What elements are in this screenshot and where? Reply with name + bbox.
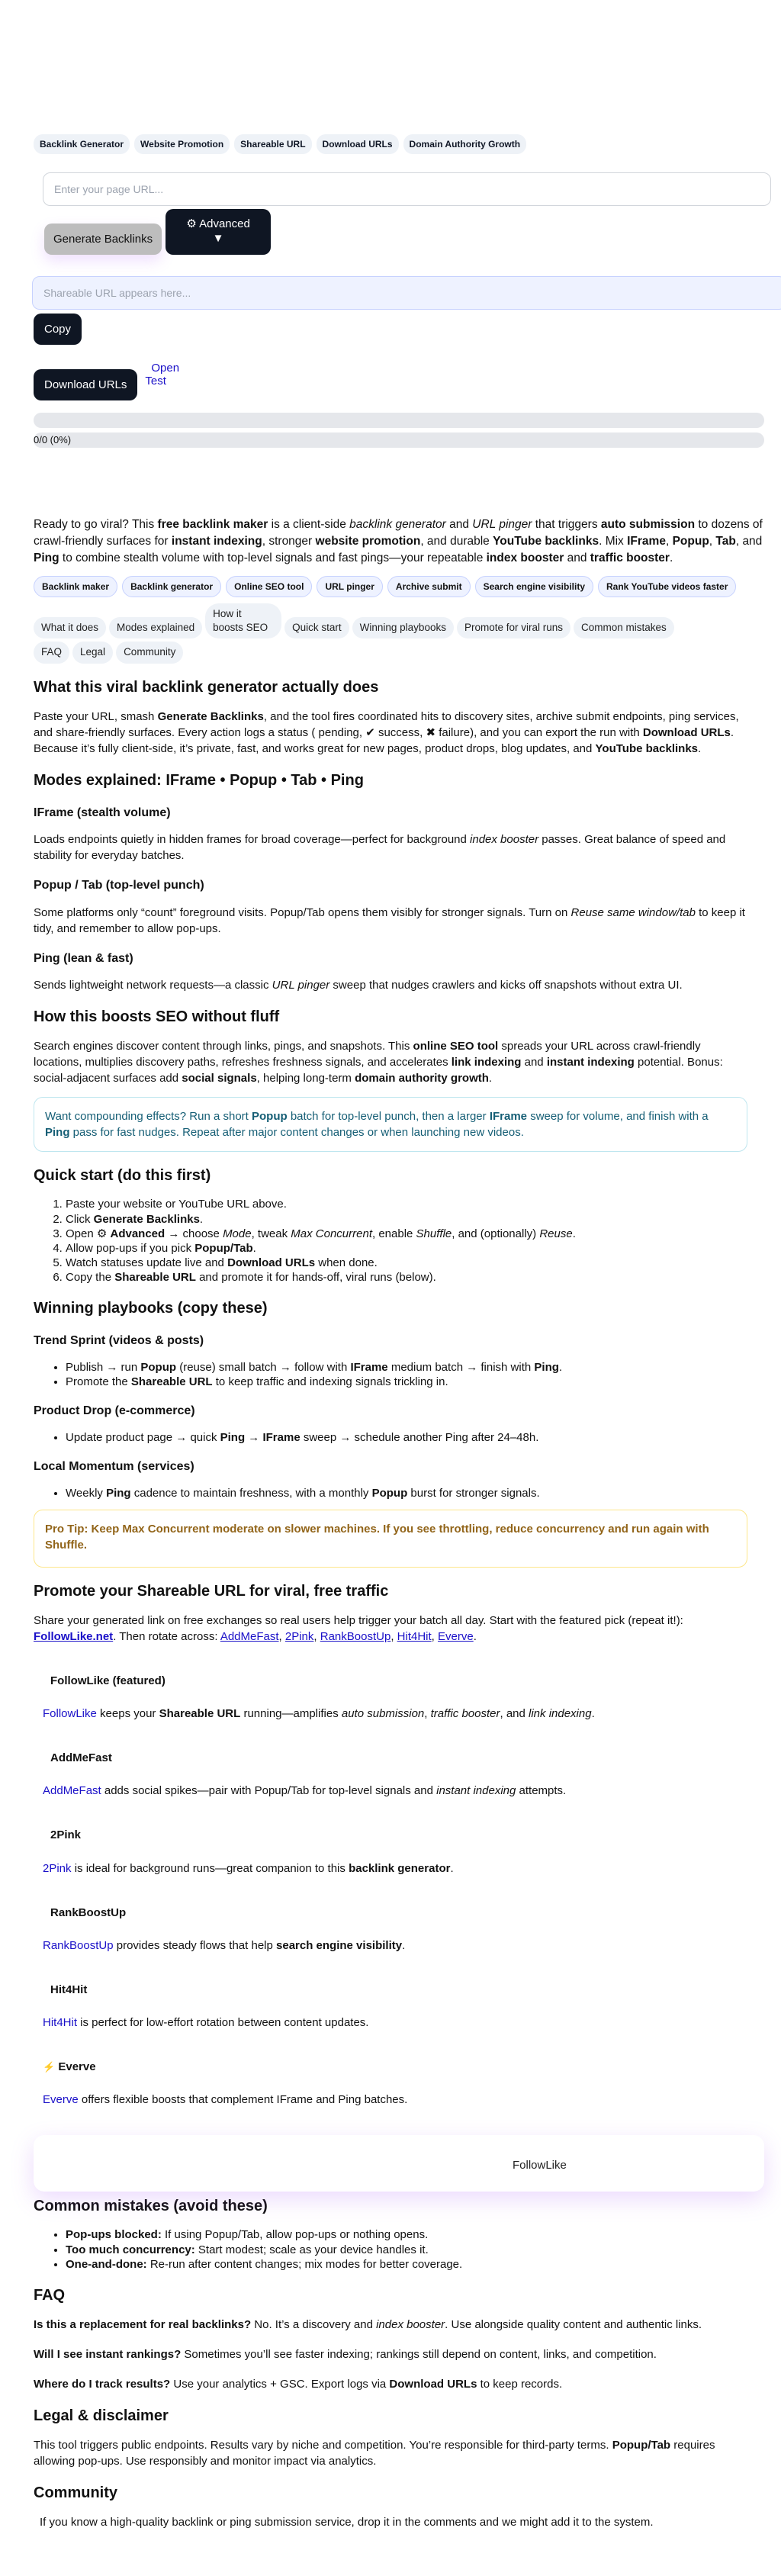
mode-desc-ping: Sends lightweight network requests—a classic URL pinger sweep that nudges crawlers and kicks off snapshots without extra UI.	[34, 979, 683, 992]
faq-item: Where do I track results? Use your analytics + GSC. Export logs via Download URLs to keep records.	[34, 2378, 563, 2391]
playbook-steps	[34, 1360, 747, 1389]
partner-hit4hit: Hit4Hit Hit4Hit is perfect for low-effort rotation between content updates.	[34, 1983, 747, 2031]
partner-title: ⚡ Everve	[43, 2060, 96, 2074]
progress-label: 0/0 (0%)	[34, 433, 72, 445]
section-title: Modes explained: IFrame • Popup • Tab • Ping	[34, 771, 364, 789]
mistake-item: • One-and-done: Re-run after content changes; mix modes for better coverage.	[66, 2257, 747, 2272]
partner-everve: ⚡ Everve Everve offers flexible boosts that complement IFrame and Ping batches.	[34, 2060, 747, 2108]
section-promote	[34, 1581, 747, 2192]
keyword-chip: URL pinger	[317, 576, 382, 597]
mode-title-popup: Popup / Tab (top-level punch)	[34, 879, 204, 892]
partner-2pink: 2Pink 2Pink is ideal for background runs—great companion to this backlink generator.	[34, 1828, 747, 1876]
chip-shareable-url: Shareable URL	[234, 134, 311, 154]
section-title: FAQ	[34, 2287, 66, 2304]
playbook-step: • Weekly Ping cadence to maintain freshness, with a monthly Popup burst for stronger signals.	[66, 1486, 747, 1500]
partner-title: AddMeFast	[50, 1751, 112, 1765]
copy-button[interactable]: Copy	[34, 314, 82, 345]
partner-link[interactable]: FollowLike	[43, 1707, 97, 1721]
keyword-chip: Backlink generator	[122, 576, 221, 597]
lightning-icon: ⚡	[43, 2061, 56, 2073]
generate-backlinks-button[interactable]: Generate Backlinks	[44, 224, 162, 255]
pro-tip-callout: Pro Tip: Keep Max Concurrent moderate on slower machines. If you see throttling, reduce concurrency and run again with Shuffle.	[34, 1510, 747, 1568]
keyword-chip: Search engine visibility	[475, 576, 593, 597]
partner-title: FollowLike (featured)	[50, 1674, 166, 1687]
mistakes-list	[34, 2227, 747, 2272]
progress-bar	[34, 413, 764, 428]
section-paragraph: Paste your URL, smash Generate Backlinks, and the tool fires coordinated hits to discovery sites, archive submit endpoints, ping services, and share-friendly surfaces. Every action logs a status ( pending, ✔ success, ✖ failure), and you can export the run with Download URLs. Because it’s fully client-side, it’s private, fast, and works great for new pages, product drops, blog updates, and YouTube backlinks.	[34, 709, 739, 755]
step: 6. Copy the Shareable URL and promote it for hands-off, viral runs (below).	[66, 1270, 747, 1285]
legal-paragraph: This tool triggers public endpoints. Results vary by niche and competition. You’re responsible for third-party terms. Popup/Tab requires allowing pop-ups. Use responsibly and monitor impact via analytics.	[34, 2439, 715, 2468]
partner-link[interactable]: AddMeFast	[43, 1784, 101, 1798]
followlike-link[interactable]: FollowLike.net	[34, 1629, 114, 1643]
action-buttons	[44, 209, 747, 255]
section-playbooks	[34, 1298, 747, 1568]
chip-website-promotion: Website Promotion	[134, 134, 230, 154]
download-row	[34, 362, 747, 400]
featured-partner-card[interactable]	[34, 2135, 764, 2192]
mode-title-iframe: IFrame (stealth volume)	[34, 806, 171, 819]
partner-followlike: FollowLike (featured) FollowLike keeps your Shareable URL running—amplifies auto submission, traffic booster, and link indexing.	[34, 1674, 747, 1722]
quick-start-steps	[34, 1197, 747, 1285]
addmefast-link[interactable]: AddMeFast	[220, 1629, 279, 1643]
toc-legal[interactable]: Legal	[72, 642, 113, 663]
everve-link[interactable]: Everve	[438, 1629, 474, 1643]
playbook-step: • Promote the Shareable URL to keep traffic and indexing signals trickling in.	[66, 1375, 747, 1389]
community-paragraph: If you know a high-quality backlink or ping submission service, drop it in the comments and we might add it to the system.	[40, 2516, 654, 2529]
chip-domain-authority-growth: Domain Authority Growth	[403, 134, 527, 154]
section-title: Community	[34, 2484, 117, 2502]
intro-paragraph: Ready to go viral? This free backlink maker is a client-side backlink generator and URL pinger that triggers auto submission to dozens of crawl-friendly surfaces for instant indexing, stronger website promotion, and durable YouTube backlinks. Mix IFrame, Popup, Tab, and Ping to combine stealth volume with top-level signals and fast pings—your repeatable index booster and traffic booster.	[34, 517, 763, 564]
faq-item: Will I see instant rankings? Sometimes you’ll see faster indexing; rankings still depend on content, links, and competition.	[34, 2348, 657, 2362]
hit4hit-link[interactable]: Hit4Hit	[397, 1629, 432, 1643]
step: 5. Watch statuses update live and Download URLs when done.	[66, 1256, 747, 1270]
playbook-step: • Update product page → quick Ping → IFrame sweep → schedule another Ping after 24–48h.	[66, 1430, 747, 1445]
test-link[interactable]: Test	[145, 375, 166, 388]
chip-download-urls: Download URLs	[317, 134, 399, 154]
advanced-label: Advanced	[199, 217, 250, 231]
toc-promote[interactable]: Promote for viral runs	[457, 617, 570, 638]
mistake-item: • Pop-ups blocked: If using Popup/Tab, allow pop-ups or nothing opens.	[66, 2227, 747, 2242]
section-paragraph: Share your generated link on free exchanges so real users help trigger your batch all day. Start with the featured pick (repeat it!): FollowLike.net. Then rotate across: AddMeFast, 2Pink, RankBoostUp, Hit4Hit, Everve.	[34, 1613, 683, 1643]
partner-link[interactable]: RankBoostUp	[43, 1938, 114, 1952]
keyword-chips	[34, 576, 766, 597]
playbook-title: Local Momentum (services)	[34, 1460, 194, 1474]
mode-desc-iframe: Loads endpoints quietly in hidden frames for broad coverage—perfect for background index booster passes. Great balance of speed and stability for everyday batches.	[34, 833, 726, 863]
section-title: How this boosts SEO without fluff	[34, 1008, 280, 1026]
section-mistakes	[34, 2196, 747, 2272]
keyword-chip: Archive submit	[387, 576, 471, 597]
playbook-title: Trend Sprint (videos & posts)	[34, 1334, 204, 1348]
toc-community[interactable]: Community	[116, 642, 183, 663]
playbook-steps	[34, 1486, 747, 1500]
section-legal	[34, 2406, 747, 2469]
section-paragraph: Search engines discover content through links, pings, and snapshots. This online SEO tool spreads your URL across crawl-friendly locations, multiplies discovery paths, refreshes freshness signals, and accelerates link indexing and instant indexing potential. Bonus: social-adjacent surfaces add social signals, helping long-term domain authority growth.	[34, 1040, 723, 1085]
section-faq	[34, 2285, 747, 2392]
toc-modes-explained[interactable]: Modes explained	[109, 617, 202, 638]
rankboostup-link[interactable]: RankBoostUp	[320, 1629, 391, 1643]
partner-link[interactable]: Hit4Hit	[43, 2016, 78, 2030]
step: 2. Click Generate Backlinks.	[66, 1212, 747, 1227]
mode-title-ping: Ping (lean & fast)	[34, 951, 133, 965]
partner-addmefast: AddMeFast AddMeFast adds social spikes—pair with Popup/Tab for top-level signals and instant indexing attempts.	[34, 1751, 747, 1799]
toc-faq[interactable]: FAQ	[34, 642, 69, 663]
keyword-chip: Online SEO tool	[226, 576, 312, 597]
mode-desc-popup: Some platforms only “count” foreground visits. Popup/Tab opens them visibly for stronger signals. Turn on Reuse same window/tab to keep it tidy, and remember to allow pop-ups.	[34, 905, 745, 935]
mistake-item: • Too much concurrency: Start modest; scale as your device handles it.	[66, 2243, 747, 2257]
section-seo	[34, 1007, 747, 1152]
playbook-step: • Publish → run Popup (reuse) small batch → follow with IFrame medium batch → finish with Ping.	[66, 1360, 747, 1375]
section-title: What this viral backlink generator actually does	[34, 678, 379, 696]
section-modes	[34, 770, 747, 994]
section-community	[34, 2483, 747, 2530]
section-title: Winning playbooks (copy these)	[34, 1300, 268, 1317]
page-url-input[interactable]	[43, 172, 771, 206]
toc-quick-start[interactable]: Quick start	[284, 617, 349, 638]
section-title: Common mistakes (avoid these)	[34, 2198, 268, 2215]
step: 1. Paste your website or YouTube URL above.	[66, 1197, 747, 1211]
partner-rankboostup: RankBoostUp RankBoostUp provides steady flows that help search engine visibility.	[34, 1905, 747, 1954]
toc-how-it-boosts-seo[interactable]: How it boosts SEO	[205, 603, 281, 638]
step: 4. Allow pop-ups if you pick Popup/Tab.	[66, 1241, 747, 1256]
section-title: Legal & disclaimer	[34, 2407, 169, 2425]
caret-down-icon: ▼	[212, 232, 224, 246]
download-urls-button[interactable]: Download URLs	[34, 369, 137, 400]
section-what-it-does	[34, 677, 747, 757]
section-title: Quick start (do this first)	[34, 1167, 211, 1185]
partner-link[interactable]: 2Pink	[43, 1861, 72, 1875]
partner-title: RankBoostUp	[50, 1905, 127, 1919]
open-link[interactable]: Open	[151, 362, 180, 375]
keyword-chip: Backlink maker	[34, 576, 117, 597]
progress-status	[34, 433, 764, 448]
faq-item: Is this a replacement for real backlinks? No. It’s a discovery and index booster. Use alongside quality content and authentic links.	[34, 2318, 702, 2332]
chip-backlink-generator: Backlink Generator	[34, 134, 130, 154]
section-title: Promote your Shareable URL for viral, free traffic	[34, 1582, 389, 1600]
playbook-title: Product Drop (e-commerce)	[34, 1404, 195, 1418]
partner-title: Hit4Hit	[50, 1983, 88, 1996]
partner-title: 2Pink	[50, 1828, 82, 1842]
section-quick-start	[34, 1166, 747, 1285]
open-test-links	[145, 362, 179, 388]
playbook-steps	[34, 1430, 747, 1445]
partner-link[interactable]: Everve	[43, 2093, 79, 2107]
top-keyword-chips	[34, 134, 747, 154]
shareable-url-field[interactable]	[32, 276, 781, 310]
step: 3. Open ⚙ Advanced → choose Mode, tweak Max Concurrent, enable Shuffle, and (optionally) Reuse.	[66, 1227, 747, 1241]
featured-partner-label: FollowLike	[513, 2159, 567, 2172]
toc-common-mistakes[interactable]: Common mistakes	[574, 617, 674, 638]
keyword-chip: Rank YouTube videos faster	[598, 576, 736, 597]
advanced-toggle-button[interactable]	[166, 209, 271, 255]
tip-callout: Want compounding effects? Run a short Popup batch for top-level punch, then a larger IFrame sweep for volume, and finish with a Ping pass for fast nudges. Repeat after major content changes or when launching new videos.	[34, 1097, 747, 1152]
table-of-contents	[34, 603, 674, 664]
gear-icon: ⚙	[186, 217, 197, 231]
page	[0, 134, 781, 2576]
toc-what-it-does[interactable]: What it does	[34, 617, 106, 638]
toc-winning-playbooks[interactable]: Winning playbooks	[352, 617, 454, 638]
twopink-link[interactable]: 2Pink	[284, 1629, 314, 1643]
